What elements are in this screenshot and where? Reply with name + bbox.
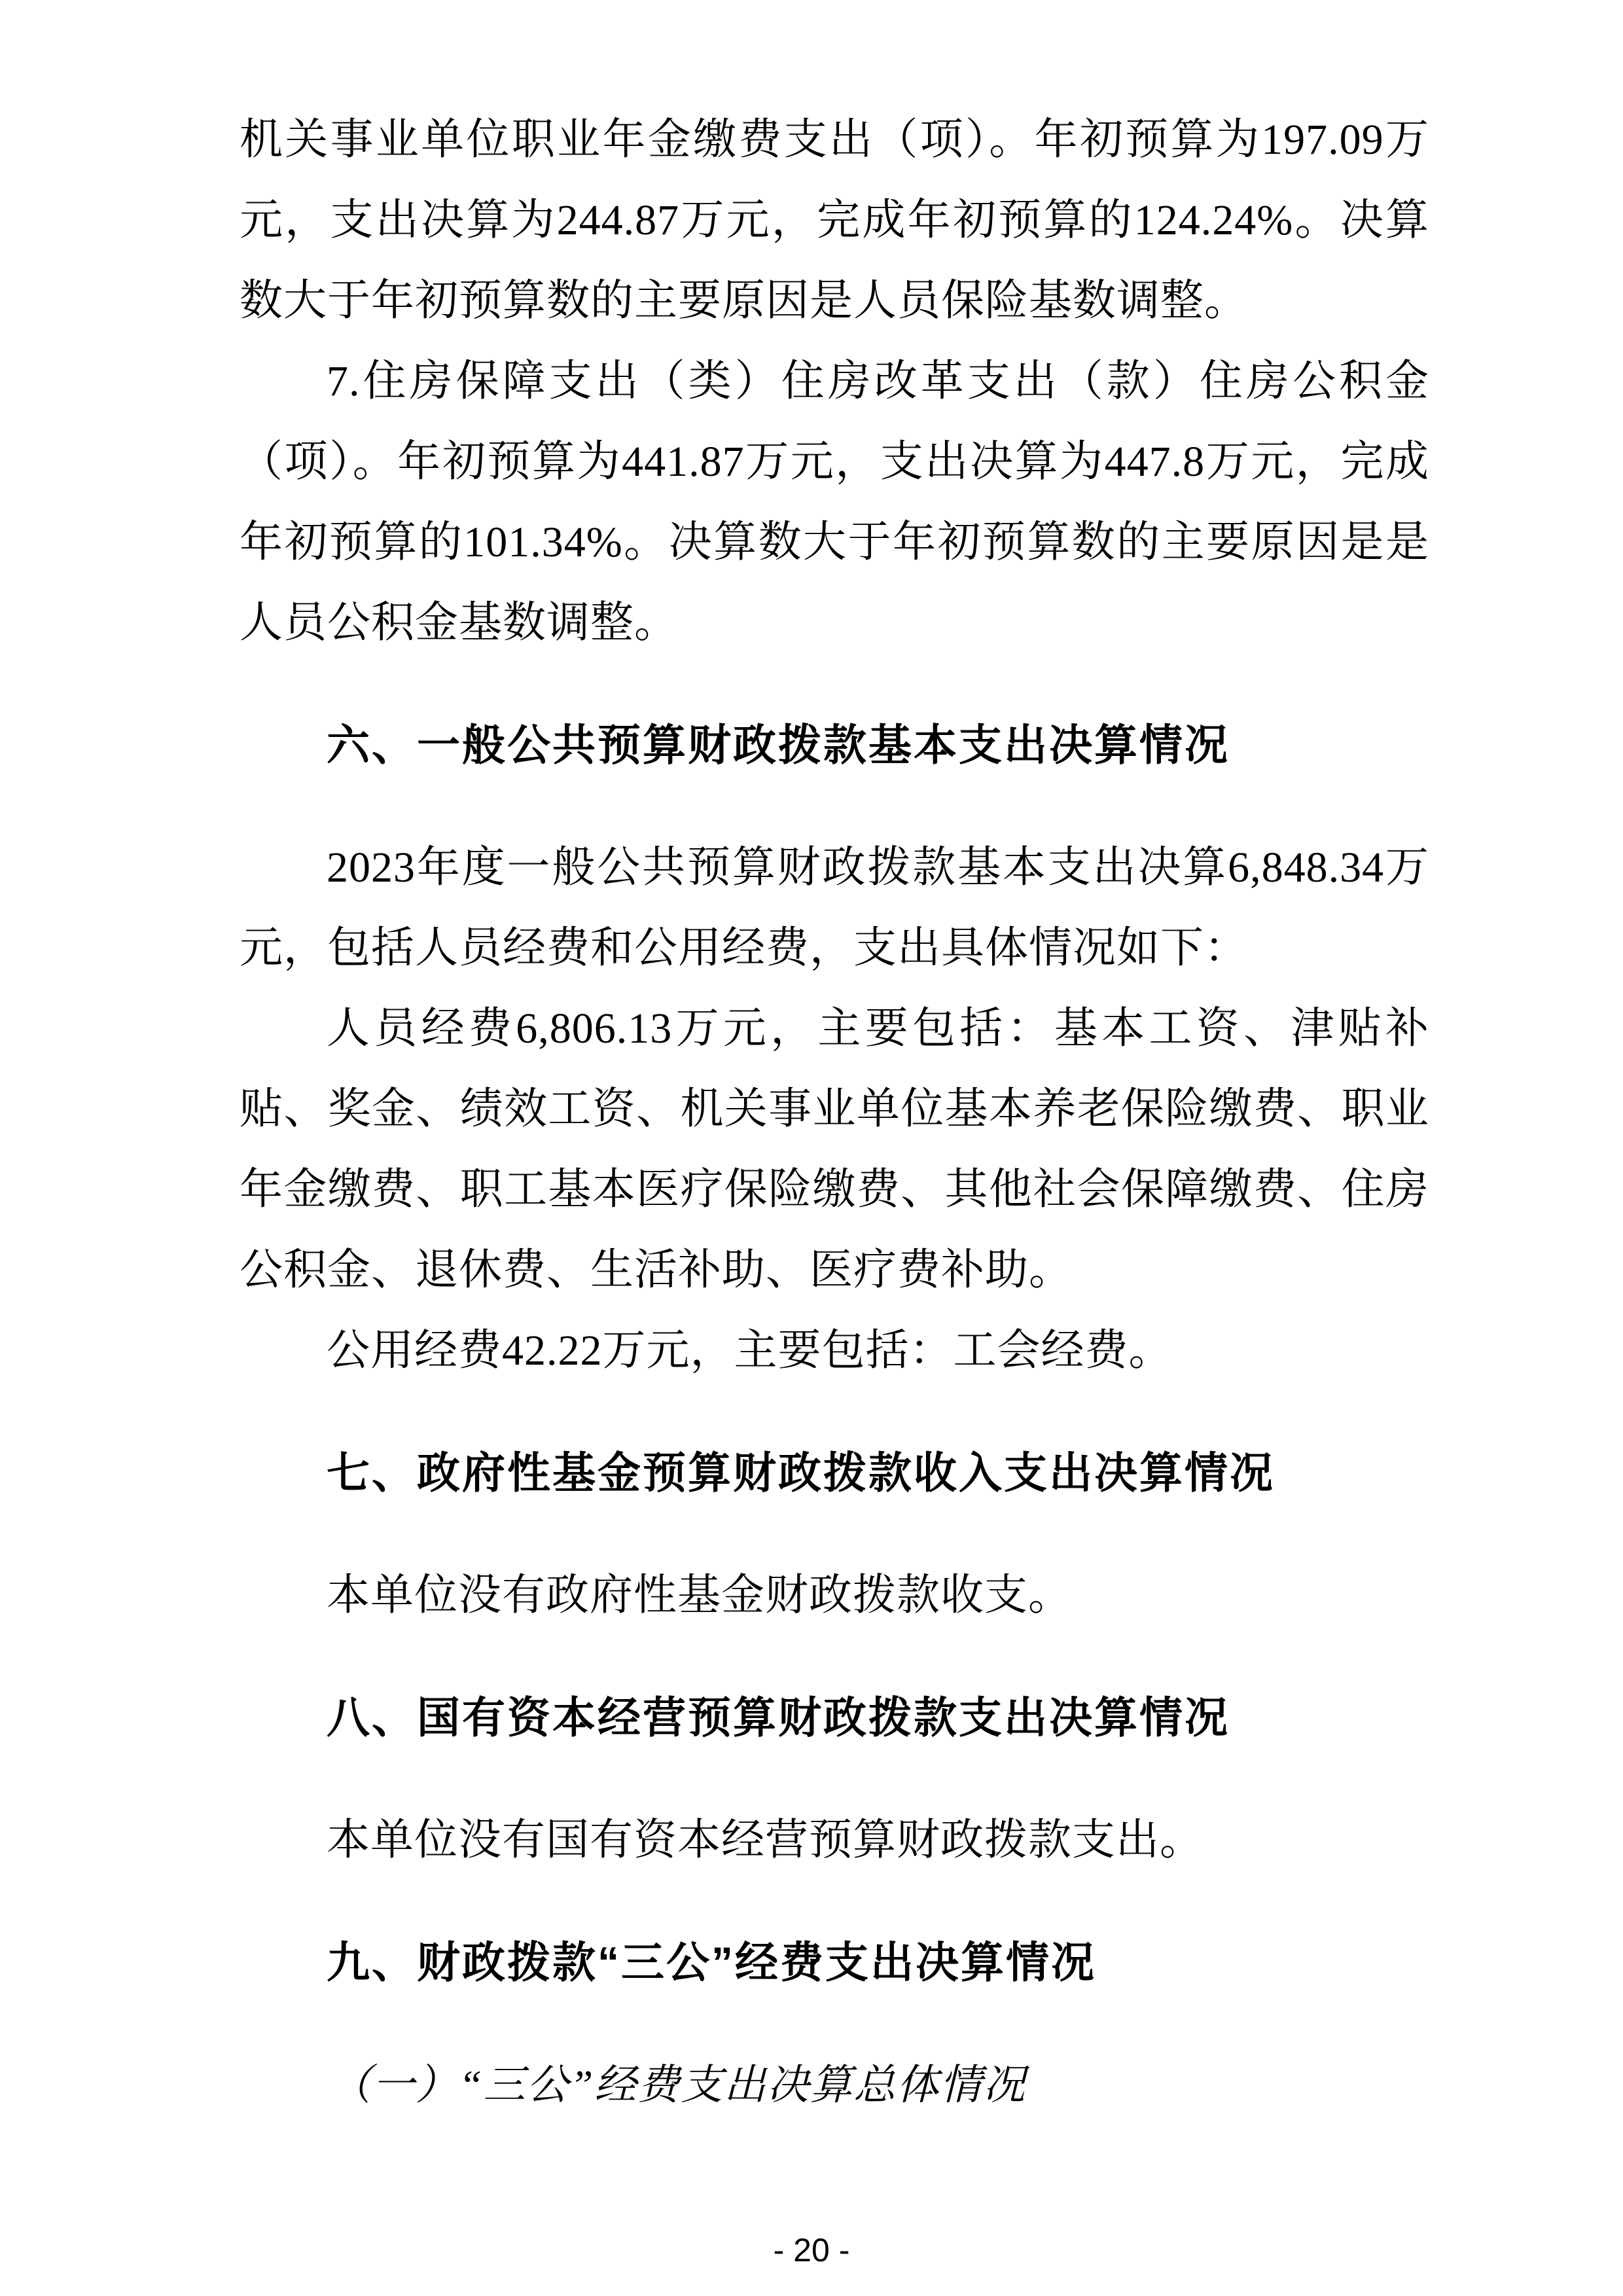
document-body [240,99,1429,2125]
body-paragraph: 本单位没有国有资本经营预算财政拨款支出。 [327,1816,1204,1864]
body-paragraph: 本单位没有政府性基金财政拨款收支。 [327,1571,1072,1619]
page-number: - 20 - [773,2232,850,2269]
section-heading-6: 六、一般公共预算财政拨款基本支出决算情况 [327,721,1230,769]
body-paragraph: 2023年度一般公共预算财政拨款基本支出决算6,848.34万元，包括人员经费和公用经费，支出具体情况如下： [240,844,1429,972]
body-paragraph: 公用经费42.22万元，主要包括：工会经费。 [327,1327,1173,1374]
body-paragraph: 人员经费6,806.13万元，主要包括：基本工资、津贴补贴、奖金、绩效工资、机关事业单位基本养老保险缴费、职业年金缴费、职工基本医疗保险缴费、其他社会保障缴费、住房公积金、退休费、生活补助、医疗费补助。 [240,1005,1429,1294]
subsection-heading-1: （一）“三公”经费支出决算总体情况 [329,2062,1027,2108]
body-paragraph: 7.住房保障支出（类）住房改革支出（款）住房公积金（项）。年初预算为441.87万元，支出决算为447.8万元，完成年初预算的101.34%。决算数大于年初预算数的主要原因是是人员公积金基数调整。 [240,357,1429,647]
section-heading-8: 八、国有资本经营预算财政拨款支出决算情况 [327,1693,1230,1742]
body-paragraph-continuation: 机关事业单位职业年金缴费支出（项）。年初预算为197.09万元，支出决算为244.87万元，完成年初预算的124.24%。决算数大于年初预算数的主要原因是人员保险基数调整。 [240,116,1429,325]
section-heading-9: 九、财政拨款“三公”经费支出决算情况 [327,1938,1096,1986]
section-heading-7: 七、政府性基金预算财政拨款收入支出决算情况 [327,1448,1275,1497]
page-footer [0,2231,1623,2270]
